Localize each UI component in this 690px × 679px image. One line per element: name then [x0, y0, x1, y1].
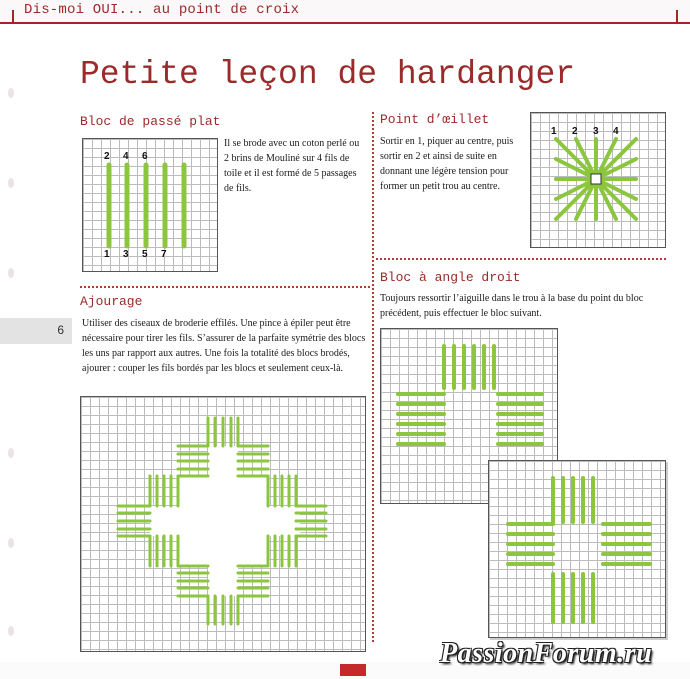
running-header-title: Dis-moi OUI... au point de croix [24, 2, 300, 18]
page-title: Petite leçon de hardanger [80, 56, 576, 93]
oeillet-description: Sortir en 1, piquer au centre, puis sortir en 2 et ainsi de suite en donnant une légère tension pour former un petit trou au centre. [380, 136, 514, 192]
bloc-bottom-number: 5 [142, 249, 148, 260]
bloc-bottom-number: 3 [123, 249, 129, 260]
ajourage-description: Utiliser des ciseaux de broderie effilés. Une pince à épiler peut être nécessaire pour tirer les fils. S’assurer de la parfaite symétrie des blocs les uns par rapport aux autres. Une fois la totalité des blocs brodés, ajourer : couper les fils bordés par les blocs et seulement ceux-là. [82, 318, 366, 374]
bloc-bottom-number: 7 [161, 249, 167, 260]
watermark-text: PassionForum.ru [440, 638, 653, 669]
page-number: 6 [0, 318, 72, 344]
heading-bloc-passe-plat: Bloc de passé plat [80, 114, 221, 129]
oeillet-number: 4 [613, 126, 619, 137]
oeillet-number: 2 [572, 126, 578, 137]
oeillet-number: 1 [551, 126, 557, 137]
page-edge-mark [340, 664, 366, 676]
bloc-top-number: 6 [142, 151, 148, 162]
bloc-description: Il se brode avec un coton perlé ou 2 brins de Mouliné sur 4 fils de toile et il est formé de 5 passages de fils. [224, 138, 360, 194]
oeillet-number: 3 [593, 126, 599, 137]
heading-point-oeillet: Point d’œillet [380, 112, 490, 127]
heading-ajourage: Ajourage [80, 294, 143, 309]
bloc-bottom-number: 1 [104, 249, 110, 260]
bloc-top-number: 2 [104, 151, 110, 162]
bloc-top-number: 4 [123, 151, 129, 162]
heading-bloc-angle-droit: Bloc à angle droit [380, 270, 521, 285]
angle-description: Toujours ressortir l’aiguille dans le trou à la base du point du bloc précédent, puis effectuer le bloc suivant. [380, 293, 644, 319]
